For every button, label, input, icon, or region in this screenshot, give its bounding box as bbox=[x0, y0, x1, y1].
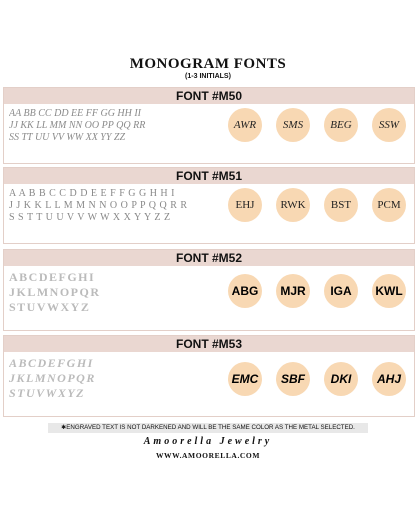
monogram-example: SBF bbox=[276, 362, 310, 396]
font-panel-m51 bbox=[3, 167, 415, 244]
font-header: FONT #M50 bbox=[4, 88, 414, 104]
monogram-example: PCM bbox=[372, 188, 406, 222]
font-panel-m50 bbox=[3, 87, 415, 164]
monogram-example: MJR bbox=[276, 274, 310, 308]
monogram-example: RWK bbox=[276, 188, 310, 222]
sample-line: JJ KK LL MM NN OO PP QQ RR bbox=[9, 120, 146, 131]
font-header: FONT #M53 bbox=[4, 336, 414, 352]
monogram-example: BEG bbox=[324, 108, 358, 142]
sample-line: A A B B C C D D E E F F G G H H I bbox=[9, 188, 175, 199]
sample-line: SS TT UU VV WW XX YY ZZ bbox=[9, 132, 126, 143]
monogram-example: KWL bbox=[372, 274, 406, 308]
font-panel-m53 bbox=[3, 335, 415, 417]
sample-line: ABCDEFGHI bbox=[9, 356, 94, 370]
font-header: FONT #M52 bbox=[4, 250, 414, 266]
brand-logo: Amoorella Jewelry bbox=[143, 436, 273, 447]
sample-line: STUVWXYZ bbox=[9, 300, 91, 314]
monogram-example: ABG bbox=[228, 274, 262, 308]
font-panel-m52 bbox=[3, 249, 415, 331]
sample-line: STUVWXYZ bbox=[9, 386, 86, 400]
website-link[interactable]: WWW.AMOORELLA.COM bbox=[155, 451, 261, 460]
monogram-example: EMC bbox=[228, 362, 262, 396]
font-sample-alphabet bbox=[9, 108, 209, 144]
sample-line: JKLMNOPQR bbox=[9, 285, 101, 299]
sample-line: JKLMNOPQR bbox=[9, 371, 96, 385]
sample-line: S S T T U U V V W W X X Y Y Z Z bbox=[9, 212, 171, 223]
monogram-example: EHJ bbox=[228, 188, 262, 222]
monogram-example: AWR bbox=[228, 108, 262, 142]
sample-line: AA BB CC DD EE FF GG HH II bbox=[9, 108, 142, 119]
monogram-example: SSW bbox=[372, 108, 406, 142]
monogram-example: SMS bbox=[276, 108, 310, 142]
monogram-example: BST bbox=[324, 188, 358, 222]
font-header: FONT #M51 bbox=[4, 168, 414, 184]
font-sample-alphabet bbox=[9, 188, 209, 224]
example-circles bbox=[226, 188, 414, 228]
monogram-example: AHJ bbox=[372, 362, 406, 396]
monogram-example: DKI bbox=[324, 362, 358, 396]
example-circles bbox=[226, 362, 414, 402]
example-circles bbox=[226, 108, 414, 148]
sample-line: J J K K L L M M N N O O P P Q Q R R bbox=[9, 200, 188, 211]
monogram-example: IGA bbox=[324, 274, 358, 308]
page-title: MONOGRAM FONTS bbox=[129, 56, 287, 72]
engraving-note: ✱ENGRAVED TEXT IS NOT DARKENED AND WILL BE THE SAME COLOR AS THE METAL SELECTED. bbox=[48, 423, 368, 433]
font-sample-alphabet bbox=[9, 270, 209, 315]
sample-line: ABCDEFGHI bbox=[9, 270, 96, 284]
font-sample-alphabet bbox=[9, 356, 209, 401]
page-subtitle: (1-3 INITIALS) bbox=[185, 73, 231, 80]
example-circles bbox=[226, 274, 414, 314]
